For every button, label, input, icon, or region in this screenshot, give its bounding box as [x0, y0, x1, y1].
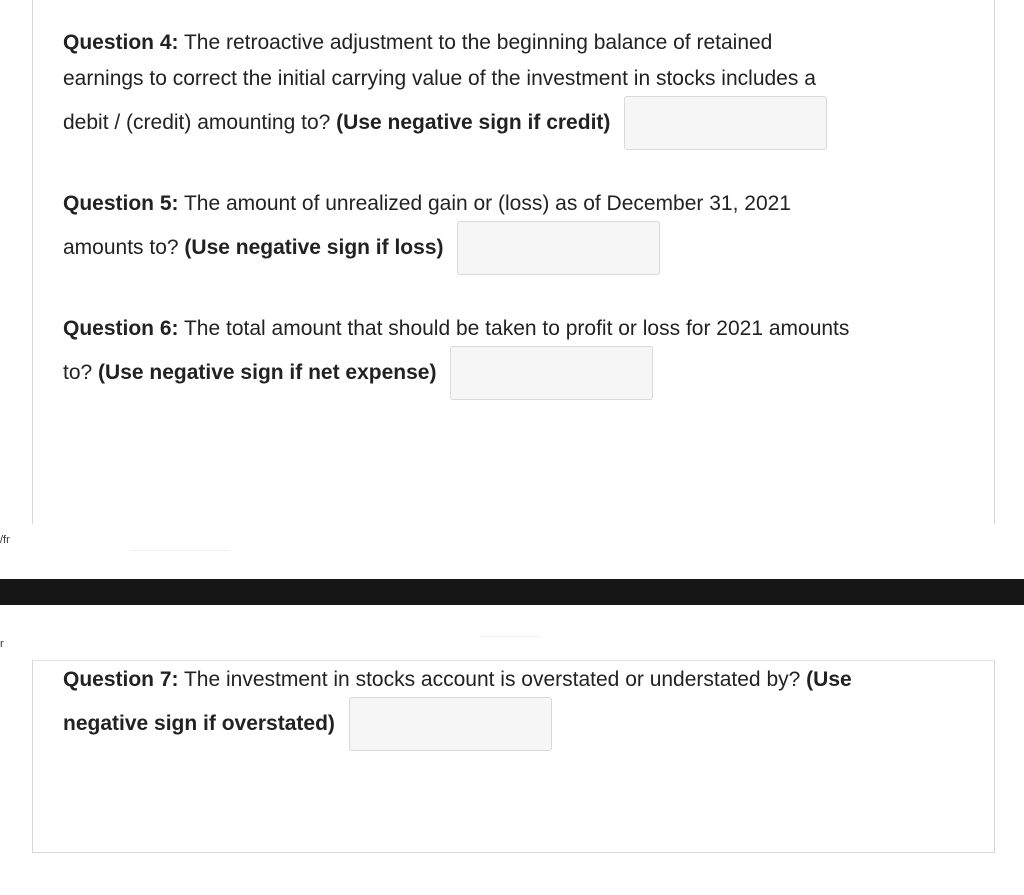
question-6-heading: Question 6:: [63, 317, 179, 340]
question-5-text-1: The amount of unrealized gain or (loss) as of December 31, 2021: [183, 192, 791, 215]
question-panel-top: [32, 0, 995, 524]
question-6-line-1: [63, 316, 849, 342]
question-5-answer-input[interactable]: [457, 221, 660, 275]
question-4-line-2: [63, 66, 816, 92]
question-7-hint-part-2: negative sign if overstated): [63, 712, 335, 735]
question-5-line-1: [63, 191, 791, 217]
question-7-text-1: The investment in stocks account is overstated or understated by?: [183, 668, 801, 691]
question-7-line-1: [63, 667, 852, 693]
question-7-heading: Question 7:: [63, 668, 179, 691]
left-edge-fragment-lower: r: [0, 638, 4, 650]
question-6-line-2: [63, 346, 653, 400]
question-6-text-1: The total amount that should be taken to profit or loss for 2021 amounts: [183, 317, 850, 340]
faint-divider-lower: [480, 636, 540, 637]
faint-divider-upper: [130, 550, 230, 551]
question-6-hint: (Use negative sign if net expense): [98, 361, 437, 384]
question-5-line-2: [63, 221, 660, 275]
question-4-answer-input[interactable]: [624, 96, 827, 150]
question-4-hint: (Use negative sign if credit): [336, 111, 611, 134]
question-4-text-2: earnings to correct the initial carrying value of the investment in stocks includes a: [63, 67, 816, 90]
question-5-text-2: amounts to?: [63, 236, 179, 259]
question-5-heading: Question 5:: [63, 192, 179, 215]
question-7-hint-part-1: (Use: [806, 668, 852, 691]
question-4-line-3: [63, 96, 827, 150]
question-4-text-3: debit / (credit) amounting to?: [63, 111, 331, 134]
question-4-line-1: [63, 30, 772, 56]
question-5-hint: (Use negative sign if loss): [184, 236, 444, 259]
question-4-text-1: The retroactive adjustment to the beginning balance of retained: [183, 31, 773, 54]
question-4-heading: Question 4:: [63, 31, 179, 54]
question-6-text-2: to?: [63, 361, 93, 384]
question-7-answer-input[interactable]: [349, 697, 552, 751]
black-separator-bar: [0, 579, 1024, 605]
question-panel-bottom: [32, 660, 995, 853]
question-6-answer-input[interactable]: [450, 346, 653, 400]
left-edge-fragment-upper: /fr: [0, 534, 10, 546]
question-7-line-2: [63, 697, 552, 751]
